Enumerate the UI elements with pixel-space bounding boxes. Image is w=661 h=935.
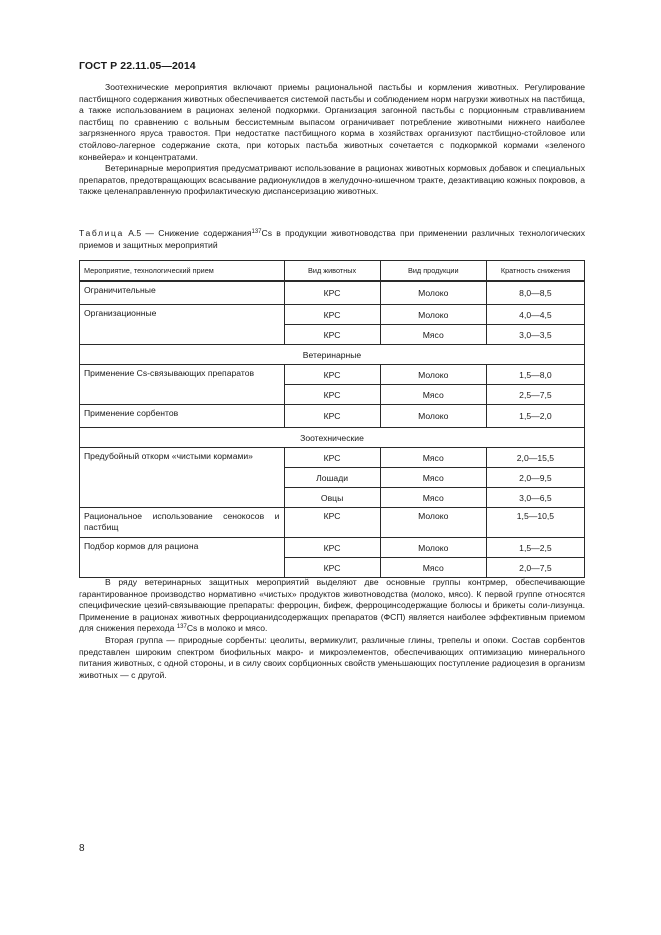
cell-product: Мясо: [380, 385, 486, 405]
countermeasures-text-end: Cs в молоко и мясо.: [186, 623, 268, 634]
cell-animal: КРС: [284, 508, 380, 538]
header-measure: Мероприятие, технологический прием: [80, 261, 285, 282]
cell-factor: 1,5—8,0: [486, 365, 584, 385]
section-zootechnical: Зоотехнические: [80, 428, 585, 448]
cell-product: Мясо: [380, 558, 486, 578]
table-header-row: [80, 261, 585, 282]
cell-product: Мясо: [380, 488, 486, 508]
header-animal: Вид животных: [284, 261, 380, 282]
cell-measure: Применение Cs-связывающих препаратов: [80, 365, 285, 405]
document-header: ГОСТ Р 22.11.05—2014: [79, 60, 196, 72]
after-table-text: [79, 577, 585, 681]
cell-measure: Предубойный откорм «чистыми кормами»: [80, 448, 285, 508]
cell-factor: 1,5—10,5: [486, 508, 584, 538]
cell-factor: 8,0—8,5: [486, 281, 584, 305]
cell-product: Молоко: [380, 365, 486, 385]
cell-product: Молоко: [380, 281, 486, 305]
cell-product: Молоко: [380, 405, 486, 428]
cell-factor: 1,5—2,5: [486, 538, 584, 558]
header-product: Вид продукции: [380, 261, 486, 282]
table-row: [80, 365, 585, 385]
cell-measure: Подбор кормов для рациона: [80, 538, 285, 578]
cell-measure: Организационные: [80, 305, 285, 345]
cell-measure: Ограничительные: [80, 281, 285, 305]
cell-product: Мясо: [380, 325, 486, 345]
cell-animal: КРС: [284, 405, 380, 428]
cell-product: Мясо: [380, 468, 486, 488]
cell-animal: Овцы: [284, 488, 380, 508]
cell-animal: КРС: [284, 281, 380, 305]
cell-factor: 3,0—6,5: [486, 488, 584, 508]
table-row: [80, 508, 585, 538]
paragraph-sorbents: Вторая группа — природные сорбенты: цеолиты, вермикулит, различные глины, трепелы и опоки. Состав сорбентов представлен широким спектром биофильных макро- и микроэлементов, обеспечивающих оптимизацию минерального питания животных, с одной стороны, и в силу своих сорбционных свойств уменьшающих поступление радиоцезия в организм животных — с другой.: [79, 634, 585, 680]
cell-animal: КРС: [284, 325, 380, 345]
table-row: [80, 305, 585, 325]
table-caption-text: — Снижение содержания: [145, 228, 252, 238]
paragraph-zootechnical: Зоотехнические мероприятия включают приемы рациональной пастьбы и кормления животных. Регулирование пастбищного содержания животных обеспечивается системой пастьбы и соблюдением норм нагрузки животных на пастбища, а также использованием в рационах зеленой подкормки. Организация загонной пастьбы с порционным стравливанием пастбищ по сравнению с вольным бессистемным выпасом ограничивает потребление животными нижнего наиболее загрязненного яруса травостоя. При недостатке пастбищного корма в хозяйствах организуют пастбищно-стойловое или стойлово-лагерное содержание скота, при которых пастьба животных сочетается с подкормкой кормами «зеленого конвейера» и концентратами.: [79, 82, 585, 162]
paragraph-veterinary: Ветеринарные мероприятия предусматривают использование в рационах животных кормовых добавок и специальных препаратов, предотвращающих всасывание радионуклидов в желудочно-кишечном тракте, дезактивацию кожных покровов, а также целенаправленную профилактическую диспансеризацию животных.: [79, 163, 585, 197]
countermeasures-text: В ряду ветеринарных защитных мероприятий выделяют две основные группы контрмер, обеспечивающие гарантированное производство нормативно «чистых» продуктов животноводства (молоко, мясо). К первой группе относятся специфические цезий-связывающие препараты: ферроцин, бифеж, ферроцинсодержащие болюсы и брикеты соли-лизунца. Применение в рационах животных ферроцианидсодержащих препаратов (ФСП) является наиболее эффективным приемом для снижения перехода: [79, 577, 585, 634]
cell-measure: Применение сорбентов: [80, 405, 285, 428]
cell-factor: 3,0—3,5: [486, 325, 584, 345]
cell-factor: 2,5—7,5: [486, 385, 584, 405]
cell-animal: КРС: [284, 558, 380, 578]
table-caption-label: Таблица: [79, 228, 124, 238]
table-row: [80, 405, 585, 428]
cell-product: Молоко: [380, 305, 486, 325]
cell-animal: Лошади: [284, 468, 380, 488]
table-row: [80, 448, 585, 468]
reduction-table: [79, 260, 585, 578]
cell-factor: 1,5—2,0: [486, 405, 584, 428]
cell-animal: КРС: [284, 305, 380, 325]
table-row: [80, 538, 585, 558]
cell-product: Молоко: [380, 508, 486, 538]
isotope-superscript: 137: [251, 229, 262, 235]
section-veterinary: Ветеринарные: [80, 345, 585, 365]
cell-animal: КРС: [284, 365, 380, 385]
cell-animal: КРС: [284, 385, 380, 405]
cell-factor: 4,0—4,5: [486, 305, 584, 325]
isotope-superscript: 137: [176, 624, 187, 631]
table-row: [80, 281, 585, 305]
cell-product: Молоко: [380, 538, 486, 558]
cell-animal: КРС: [284, 448, 380, 468]
table-section-row: [80, 428, 585, 448]
cell-factor: 2,0—9,5: [486, 468, 584, 488]
cell-measure: Рациональное использование сенокосов и пастбищ: [80, 508, 285, 538]
intro-text: [79, 82, 585, 198]
page-number: 8: [79, 843, 85, 854]
table-caption: [79, 228, 585, 251]
cell-factor: 2,0—15,5: [486, 448, 584, 468]
cell-factor: 2,0—7,5: [486, 558, 584, 578]
paragraph-countermeasures: [79, 577, 585, 635]
header-factor: Кратность снижения: [486, 261, 584, 282]
table-caption-rest: Cs в продукции животноводства при применении различных технологических приемов и защитных мероприятий: [79, 228, 586, 250]
table-caption-number: А.5: [128, 228, 142, 238]
cell-animal: КРС: [284, 538, 380, 558]
cell-product: Мясо: [380, 448, 486, 468]
table-section-row: [80, 345, 585, 365]
